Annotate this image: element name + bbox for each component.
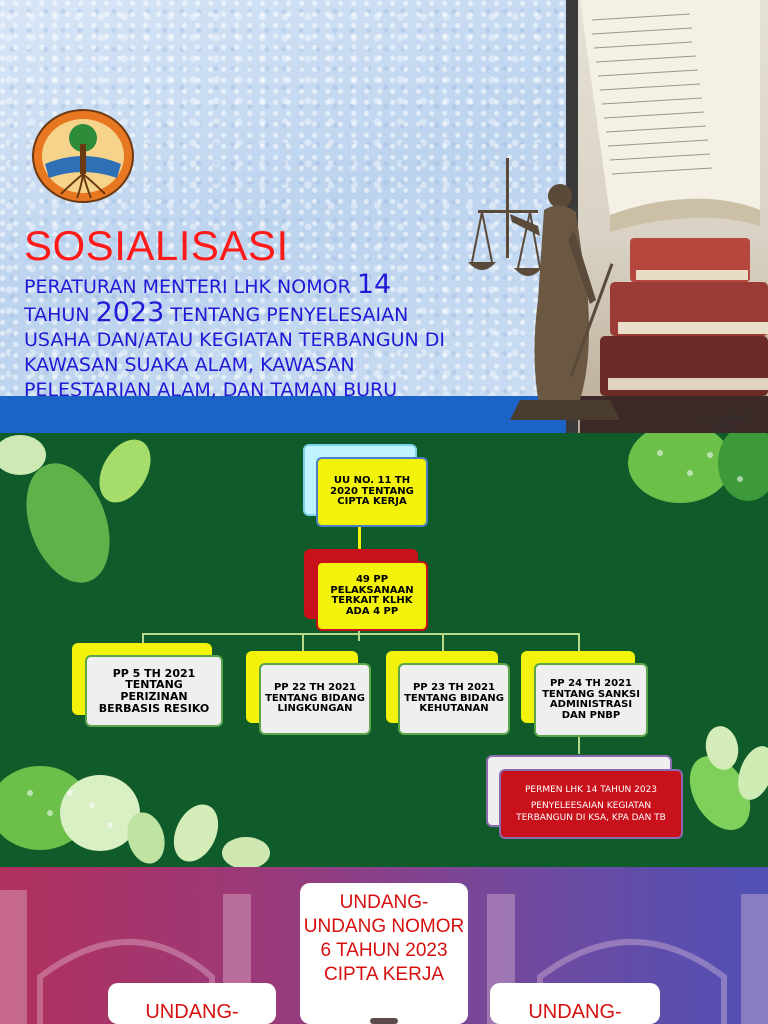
connector-bus: [142, 633, 580, 635]
klhk-logo-icon: [31, 108, 135, 204]
regulation-year: 2023: [95, 297, 165, 328]
connector-child-4: [578, 633, 580, 651]
connector-leaf: [578, 736, 580, 754]
regulation-subtitle: [24, 272, 474, 432]
child-node-1: PP 5 TH 2021 TENTANG PERIZINAN BERBASIS RESIKO: [85, 655, 223, 727]
child-node-3: PP 23 TH 2021 TENTANG BIDANG KEHUTANAN: [398, 663, 510, 735]
connector-child-1: [142, 633, 144, 643]
slide-sosialisasi: [0, 0, 768, 433]
left-law-card: UNDANG-: [108, 983, 276, 1024]
page-title: SOSIALISASI: [24, 222, 289, 269]
connector-child-3: [442, 633, 444, 651]
main-law-card: UNDANG-UNDANG NOMOR 6 TAHUN 2023 CIPTA KERJA: [300, 883, 468, 1024]
root-node: UU NO. 11 TH 2020 TENTANG CIPTA KERJA: [316, 457, 428, 527]
justice-statue-books-illustration: [460, 0, 768, 433]
child-node-2: PP 22 TH 2021 TENTANG BIDANG LINGKUNGAN: [259, 663, 371, 735]
leaf-node: [499, 769, 683, 839]
connector-root-middle: [358, 526, 361, 550]
right-law-card: UNDANG-: [490, 983, 660, 1024]
middle-node: 49 PP PELAKSANAAN TERKAIT KLHK ADA 4 PP: [316, 561, 428, 631]
connector-child-2: [302, 633, 304, 651]
leaf-line-2: PENYELEESAIAN KEGIATAN TERBANGUN DI KSA, KPA DAN TB: [516, 801, 666, 823]
regulation-number: 14: [356, 272, 392, 300]
main-card-connector: [370, 1018, 398, 1024]
subtitle-part3: TENTANG PENYELESAIAN USAHA DAN/ATAU KEGIATAN TERBANGUN DI KAWASAN SUAKA ALAM, KAWASAN PELESTARIAN ALAM, DAN TAMAN BURU: [24, 304, 446, 401]
slide-org-chart: [0, 433, 768, 867]
photo-credit: pic: unsplash, canva: [698, 412, 754, 431]
leaf-line-1: PERMEN LHK 14 TAHUN 2023: [524, 785, 658, 795]
subtitle-part2: TAHUN: [24, 304, 96, 326]
child-node-4: PP 24 TH 2021 TENTANG SANKSI ADMINISTRASI DAN PNBP: [534, 663, 648, 737]
subtitle-part1: PERATURAN MENTERI LHK NOMOR: [24, 276, 357, 298]
